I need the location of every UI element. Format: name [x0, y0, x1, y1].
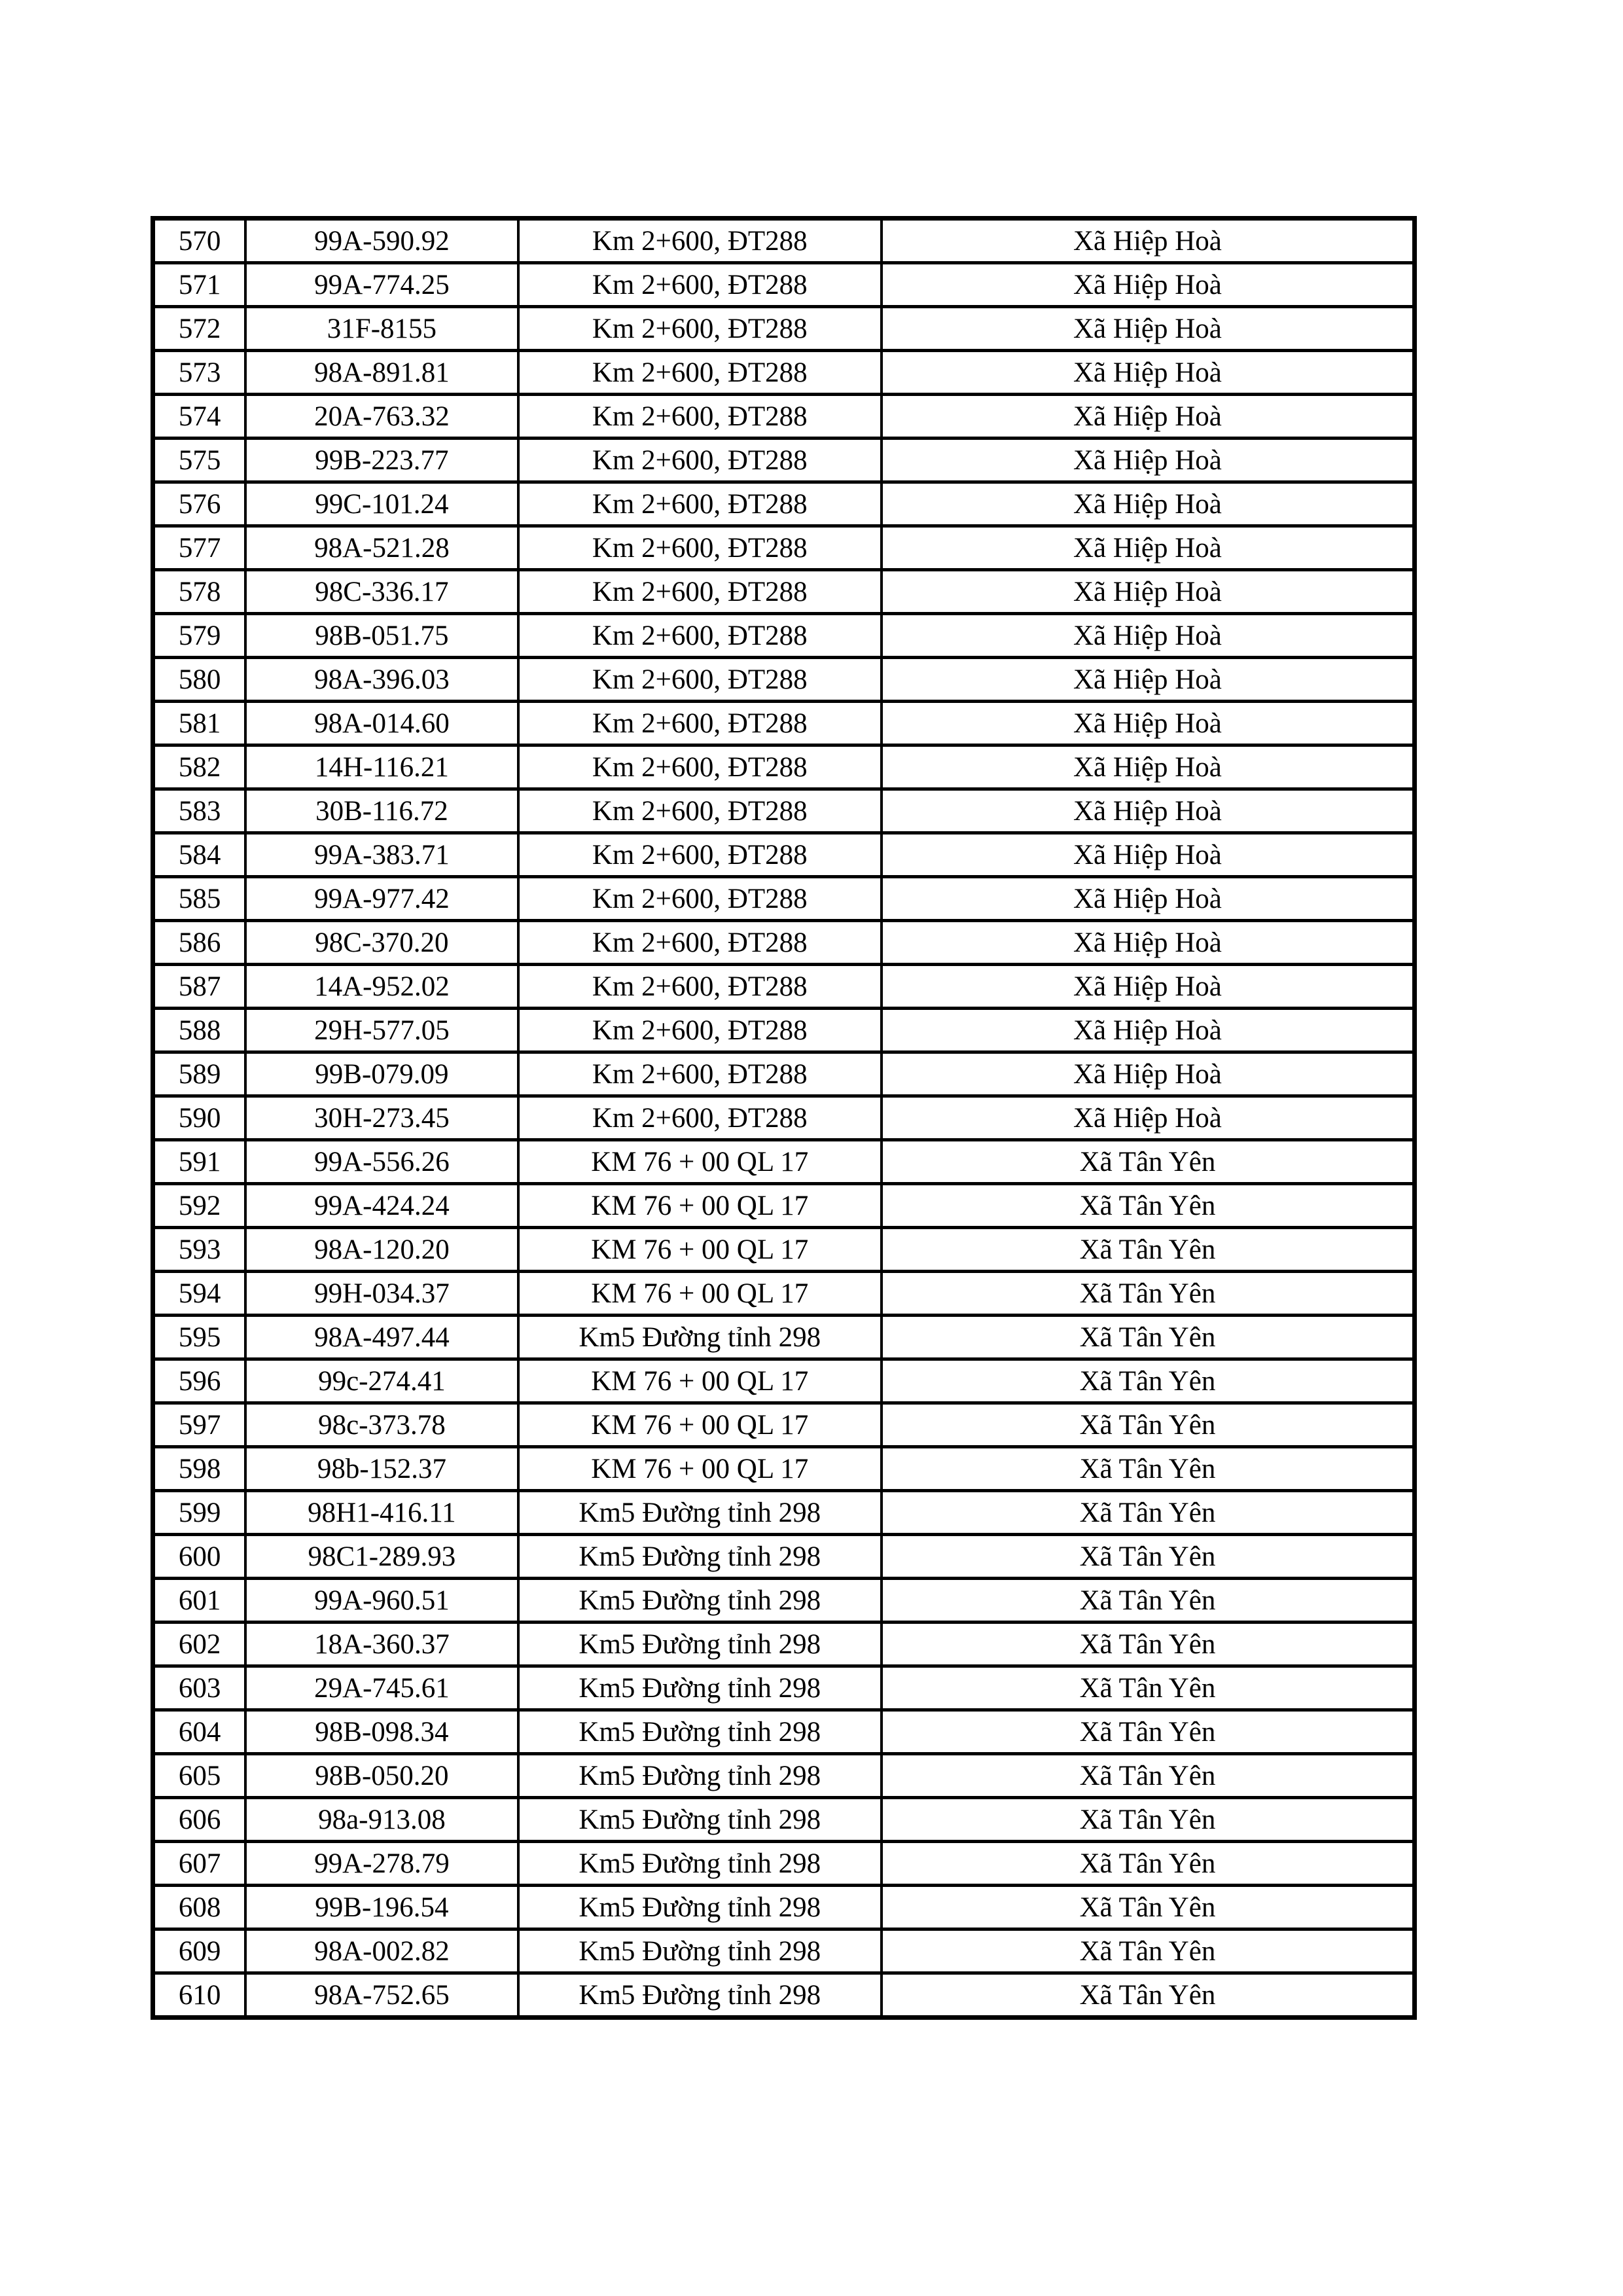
cell-plate: 29H-577.05 [245, 1009, 518, 1052]
cell-commune: Xã Tân Yên [882, 1710, 1415, 1754]
cell-location: Km 2+600, ĐT288 [518, 1052, 882, 1096]
cell-no: 601 [153, 1579, 246, 1623]
table-row [153, 745, 1415, 789]
cell-commune: Xã Hiệp Hoà [882, 1052, 1415, 1096]
cell-no: 595 [153, 1316, 246, 1359]
cell-no: 572 [153, 307, 246, 351]
cell-commune: Xã Hiệp Hoà [882, 219, 1415, 263]
cell-location: Km 2+600, ĐT288 [518, 395, 882, 439]
table-row [153, 482, 1415, 526]
table-row [153, 965, 1415, 1009]
cell-commune: Xã Hiệp Hoà [882, 482, 1415, 526]
table-row [153, 307, 1415, 351]
cell-plate: 98A-521.28 [245, 526, 518, 570]
cell-location: Km5 Đường tỉnh 298 [518, 1491, 882, 1535]
cell-location: Km5 Đường tỉnh 298 [518, 1710, 882, 1754]
table-row [153, 1052, 1415, 1096]
table-row [153, 570, 1415, 614]
cell-commune: Xã Tân Yên [882, 1403, 1415, 1447]
cell-location: Km 2+600, ĐT288 [518, 833, 882, 877]
cell-location: Km5 Đường tỉnh 298 [518, 1316, 882, 1359]
cell-location: Km 2+600, ĐT288 [518, 439, 882, 482]
cell-location: Km 2+600, ĐT288 [518, 526, 882, 570]
table-row [153, 614, 1415, 658]
cell-commune: Xã Hiệp Hoà [882, 745, 1415, 789]
cell-plate: 98A-396.03 [245, 658, 518, 702]
cell-plate: 98A-891.81 [245, 351, 518, 395]
cell-location: Km 2+600, ĐT288 [518, 307, 882, 351]
cell-no: 587 [153, 965, 246, 1009]
cell-plate: 99A-774.25 [245, 263, 518, 307]
cell-commune: Xã Hiệp Hoà [882, 570, 1415, 614]
table-row [153, 1666, 1415, 1710]
cell-location: Km 2+600, ĐT288 [518, 351, 882, 395]
table-row [153, 1535, 1415, 1579]
cell-plate: 98B-050.20 [245, 1754, 518, 1798]
cell-no: 600 [153, 1535, 246, 1579]
cell-plate: 29A-745.61 [245, 1666, 518, 1710]
cell-location: Km5 Đường tỉnh 298 [518, 1842, 882, 1886]
table-row [153, 1140, 1415, 1184]
cell-no: 594 [153, 1272, 246, 1316]
cell-plate: 99B-196.54 [245, 1886, 518, 1929]
cell-commune: Xã Tân Yên [882, 1184, 1415, 1228]
cell-plate: 99H-034.37 [245, 1272, 518, 1316]
cell-commune: Xã Hiệp Hoà [882, 965, 1415, 1009]
cell-plate: 98A-014.60 [245, 702, 518, 745]
cell-location: Km 2+600, ĐT288 [518, 745, 882, 789]
table-row [153, 702, 1415, 745]
cell-no: 581 [153, 702, 246, 745]
cell-location: Km5 Đường tỉnh 298 [518, 1929, 882, 1973]
cell-no: 585 [153, 877, 246, 921]
cell-no: 596 [153, 1359, 246, 1403]
cell-commune: Xã Tân Yên [882, 1579, 1415, 1623]
cell-location: Km5 Đường tỉnh 298 [518, 1973, 882, 2018]
table-row [153, 439, 1415, 482]
cell-no: 584 [153, 833, 246, 877]
cell-no: 598 [153, 1447, 246, 1491]
cell-no: 589 [153, 1052, 246, 1096]
cell-commune: Xã Tân Yên [882, 1973, 1415, 2018]
table-row [153, 219, 1415, 263]
table-row [153, 1184, 1415, 1228]
cell-commune: Xã Hiệp Hoà [882, 877, 1415, 921]
cell-plate: 99A-278.79 [245, 1842, 518, 1886]
cell-commune: Xã Tân Yên [882, 1886, 1415, 1929]
cell-no: 606 [153, 1798, 246, 1842]
cell-location: KM 76 + 00 QL 17 [518, 1228, 882, 1272]
table-row [153, 1798, 1415, 1842]
cell-no: 570 [153, 219, 246, 263]
cell-plate: 98a-913.08 [245, 1798, 518, 1842]
cell-commune: Xã Hiệp Hoà [882, 395, 1415, 439]
table-body [153, 219, 1415, 2018]
cell-no: 583 [153, 789, 246, 833]
cell-plate: 18A-360.37 [245, 1623, 518, 1666]
cell-commune: Xã Hiệp Hoà [882, 439, 1415, 482]
cell-plate: 99A-977.42 [245, 877, 518, 921]
cell-no: 577 [153, 526, 246, 570]
cell-commune: Xã Hiệp Hoà [882, 263, 1415, 307]
cell-plate: 98A-120.20 [245, 1228, 518, 1272]
cell-commune: Xã Tân Yên [882, 1929, 1415, 1973]
cell-no: 573 [153, 351, 246, 395]
cell-location: KM 76 + 00 QL 17 [518, 1447, 882, 1491]
cell-location: KM 76 + 00 QL 17 [518, 1184, 882, 1228]
table-row [153, 921, 1415, 965]
table-row [153, 789, 1415, 833]
cell-plate: 98H1-416.11 [245, 1491, 518, 1535]
cell-commune: Xã Tân Yên [882, 1535, 1415, 1579]
cell-location: Km 2+600, ĐT288 [518, 614, 882, 658]
table-row [153, 1579, 1415, 1623]
cell-location: KM 76 + 00 QL 17 [518, 1403, 882, 1447]
cell-no: 576 [153, 482, 246, 526]
cell-commune: Xã Tân Yên [882, 1359, 1415, 1403]
cell-commune: Xã Tân Yên [882, 1272, 1415, 1316]
cell-no: 607 [153, 1842, 246, 1886]
cell-location: Km 2+600, ĐT288 [518, 658, 882, 702]
table-row [153, 1973, 1415, 2018]
cell-commune: Xã Hiệp Hoà [882, 1096, 1415, 1140]
cell-plate: 20A-763.32 [245, 395, 518, 439]
cell-commune: Xã Tân Yên [882, 1842, 1415, 1886]
cell-location: KM 76 + 00 QL 17 [518, 1272, 882, 1316]
cell-location: Km5 Đường tỉnh 298 [518, 1623, 882, 1666]
table-row [153, 1491, 1415, 1535]
table-row [153, 1228, 1415, 1272]
cell-location: Km5 Đường tỉnh 298 [518, 1666, 882, 1710]
cell-no: 579 [153, 614, 246, 658]
cell-no: 575 [153, 439, 246, 482]
cell-location: Km 2+600, ĐT288 [518, 1009, 882, 1052]
table-row [153, 1403, 1415, 1447]
cell-location: Km5 Đường tỉnh 298 [518, 1579, 882, 1623]
cell-no: 597 [153, 1403, 246, 1447]
cell-plate: 99B-223.77 [245, 439, 518, 482]
table-row [153, 658, 1415, 702]
cell-location: Km 2+600, ĐT288 [518, 570, 882, 614]
cell-commune: Xã Tân Yên [882, 1666, 1415, 1710]
cell-location: Km 2+600, ĐT288 [518, 219, 882, 263]
cell-commune: Xã Hiệp Hoà [882, 614, 1415, 658]
cell-plate: 98A-752.65 [245, 1973, 518, 2018]
cell-plate: 99B-079.09 [245, 1052, 518, 1096]
cell-plate: 14H-116.21 [245, 745, 518, 789]
cell-commune: Xã Tân Yên [882, 1754, 1415, 1798]
cell-plate: 99A-590.92 [245, 219, 518, 263]
table-row [153, 1754, 1415, 1798]
cell-commune: Xã Hiệp Hoà [882, 307, 1415, 351]
cell-plate: 98B-098.34 [245, 1710, 518, 1754]
cell-commune: Xã Tân Yên [882, 1623, 1415, 1666]
cell-commune: Xã Hiệp Hoà [882, 658, 1415, 702]
table-row [153, 877, 1415, 921]
cell-commune: Xã Hiệp Hoà [882, 526, 1415, 570]
cell-plate: 98C-370.20 [245, 921, 518, 965]
table-row [153, 1710, 1415, 1754]
table-row [153, 1929, 1415, 1973]
cell-no: 599 [153, 1491, 246, 1535]
cell-plate: 98C1-289.93 [245, 1535, 518, 1579]
cell-commune: Xã Hiệp Hoà [882, 702, 1415, 745]
cell-location: Km 2+600, ĐT288 [518, 1096, 882, 1140]
table-row [153, 351, 1415, 395]
cell-plate: 30H-273.45 [245, 1096, 518, 1140]
cell-location: Km 2+600, ĐT288 [518, 702, 882, 745]
table-row [153, 1096, 1415, 1140]
cell-location: Km5 Đường tỉnh 298 [518, 1535, 882, 1579]
cell-plate: 99A-556.26 [245, 1140, 518, 1184]
cell-no: 605 [153, 1754, 246, 1798]
cell-commune: Xã Hiệp Hoà [882, 921, 1415, 965]
cell-plate: 98B-051.75 [245, 614, 518, 658]
cell-location: Km5 Đường tỉnh 298 [518, 1798, 882, 1842]
table-row [153, 526, 1415, 570]
cell-commune: Xã Tân Yên [882, 1316, 1415, 1359]
cell-no: 609 [153, 1929, 246, 1973]
cell-commune: Xã Tân Yên [882, 1228, 1415, 1272]
cell-plate: 98b-152.37 [245, 1447, 518, 1491]
cell-plate: 99C-101.24 [245, 482, 518, 526]
cell-no: 591 [153, 1140, 246, 1184]
cell-plate: 98A-497.44 [245, 1316, 518, 1359]
cell-plate: 98A-002.82 [245, 1929, 518, 1973]
cell-plate: 99A-424.24 [245, 1184, 518, 1228]
table-row [153, 833, 1415, 877]
cell-commune: Xã Tân Yên [882, 1447, 1415, 1491]
cell-no: 608 [153, 1886, 246, 1929]
table-row [153, 1623, 1415, 1666]
cell-commune: Xã Hiệp Hoà [882, 833, 1415, 877]
cell-location: Km 2+600, ĐT288 [518, 965, 882, 1009]
cell-plate: 31F-8155 [245, 307, 518, 351]
cell-no: 578 [153, 570, 246, 614]
cell-no: 586 [153, 921, 246, 965]
cell-commune: Xã Hiệp Hoà [882, 351, 1415, 395]
cell-no: 593 [153, 1228, 246, 1272]
cell-commune: Xã Hiệp Hoà [882, 789, 1415, 833]
table-row [153, 1272, 1415, 1316]
table-row [153, 1886, 1415, 1929]
cell-plate: 30B-116.72 [245, 789, 518, 833]
cell-no: 574 [153, 395, 246, 439]
cell-plate: 99A-383.71 [245, 833, 518, 877]
cell-location: Km 2+600, ĐT288 [518, 263, 882, 307]
table-row [153, 395, 1415, 439]
table-row [153, 1842, 1415, 1886]
cell-location: Km 2+600, ĐT288 [518, 921, 882, 965]
cell-commune: Xã Tân Yên [882, 1140, 1415, 1184]
cell-no: 588 [153, 1009, 246, 1052]
cell-no: 603 [153, 1666, 246, 1710]
cell-location: Km5 Đường tỉnh 298 [518, 1754, 882, 1798]
cell-no: 592 [153, 1184, 246, 1228]
cell-plate: 14A-952.02 [245, 965, 518, 1009]
cell-location: Km 2+600, ĐT288 [518, 482, 882, 526]
cell-no: 602 [153, 1623, 246, 1666]
table-row [153, 1447, 1415, 1491]
cell-plate: 98C-336.17 [245, 570, 518, 614]
table-row [153, 1316, 1415, 1359]
cell-location: Km 2+600, ĐT288 [518, 877, 882, 921]
table-row [153, 1359, 1415, 1403]
cell-commune: Xã Hiệp Hoà [882, 1009, 1415, 1052]
cell-location: Km 2+600, ĐT288 [518, 789, 882, 833]
table-row [153, 1009, 1415, 1052]
cell-no: 571 [153, 263, 246, 307]
cell-plate: 99A-960.51 [245, 1579, 518, 1623]
cell-no: 604 [153, 1710, 246, 1754]
cell-location: KM 76 + 00 QL 17 [518, 1359, 882, 1403]
cell-no: 582 [153, 745, 246, 789]
cell-commune: Xã Tân Yên [882, 1798, 1415, 1842]
cell-location: KM 76 + 00 QL 17 [518, 1140, 882, 1184]
cell-no: 580 [153, 658, 246, 702]
cell-location: Km5 Đường tỉnh 298 [518, 1886, 882, 1929]
vehicle-plate-table [151, 216, 1417, 2020]
cell-plate: 98c-373.78 [245, 1403, 518, 1447]
cell-plate: 99c-274.41 [245, 1359, 518, 1403]
cell-no: 590 [153, 1096, 246, 1140]
cell-commune: Xã Tân Yên [882, 1491, 1415, 1535]
cell-no: 610 [153, 1973, 246, 2018]
table-row [153, 263, 1415, 307]
